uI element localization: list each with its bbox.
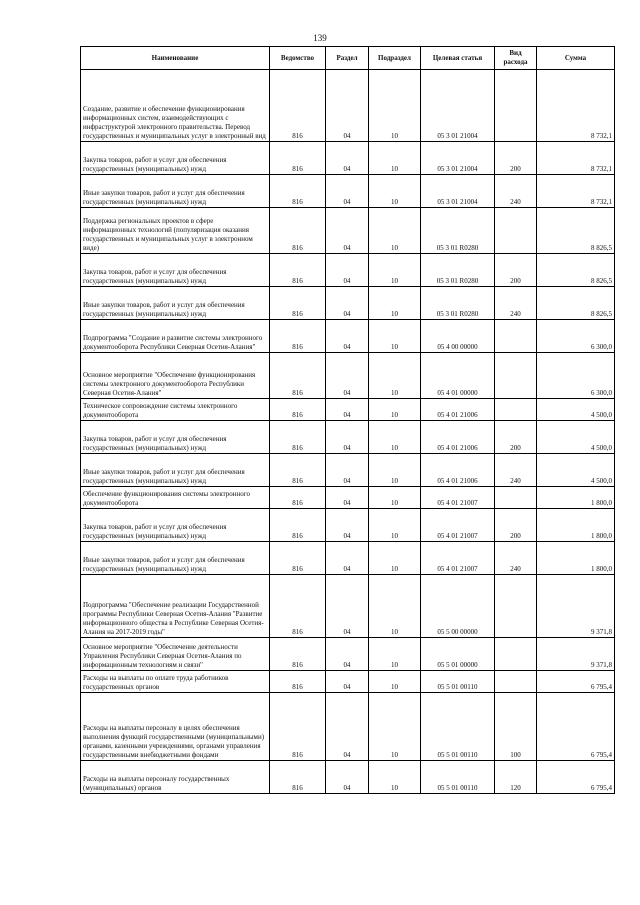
cell-expense-type: 240: [495, 454, 537, 487]
table-row: [81, 254, 615, 287]
cell-expense-type: [495, 399, 537, 421]
cell-section: 04: [326, 421, 369, 454]
cell-section: 04: [326, 487, 369, 509]
cell-subsection: 10: [369, 671, 421, 693]
cell-department: 816: [270, 638, 326, 671]
cell-name: Основное мероприятие "Обеспечение функционирования системы электронного документооборота Республики Северная Осетия-Алания": [81, 353, 270, 399]
cell-expense-type: 120: [495, 761, 537, 794]
cell-expense-type: 100: [495, 693, 537, 761]
table-row: [81, 142, 615, 175]
cell-section: 04: [326, 761, 369, 794]
cell-department: 816: [270, 421, 326, 454]
cell-sum: 9 371,8: [537, 638, 615, 671]
cell-subsection: 10: [369, 421, 421, 454]
cell-department: 816: [270, 542, 326, 575]
cell-name: Иные закупки товаров, работ и услуг для обеспечения государственных (муниципальных) нужд: [81, 542, 270, 575]
cell-target-article: 05 4 01 21006: [421, 399, 495, 421]
cell-section: 04: [326, 671, 369, 693]
cell-name: Иные закупки товаров, работ и услуг для обеспечения государственных (муниципальных) нужд: [81, 454, 270, 487]
cell-target-article: 05 3 01 21004: [421, 70, 495, 142]
column-header-sum: Сумма: [537, 47, 615, 70]
cell-sum: 1 800,0: [537, 542, 615, 575]
table-row: [81, 454, 615, 487]
cell-sum: 6 300,0: [537, 353, 615, 399]
cell-name: Иные закупки товаров, работ и услуг для обеспечения государственных (муниципальных) нужд: [81, 175, 270, 208]
cell-section: 04: [326, 575, 369, 638]
cell-department: 816: [270, 142, 326, 175]
cell-target-article: 05 4 01 21007: [421, 509, 495, 542]
cell-sum: 8 826,5: [537, 254, 615, 287]
table-row: [81, 542, 615, 575]
cell-subsection: 10: [369, 175, 421, 208]
cell-target-article: 05 5 01 00110: [421, 671, 495, 693]
cell-section: 04: [326, 142, 369, 175]
table-row: [81, 671, 615, 693]
cell-target-article: 05 3 01 21004: [421, 175, 495, 208]
cell-subsection: 10: [369, 142, 421, 175]
cell-department: 816: [270, 320, 326, 353]
cell-sum: 9 371,8: [537, 575, 615, 638]
cell-expense-type: 240: [495, 287, 537, 320]
cell-sum: 6 795,4: [537, 693, 615, 761]
table-body: [81, 70, 615, 794]
cell-sum: 1 800,0: [537, 509, 615, 542]
cell-sum: 8 732,1: [537, 175, 615, 208]
cell-section: 04: [326, 208, 369, 254]
cell-department: 816: [270, 761, 326, 794]
cell-target-article: 05 3 01 R0280: [421, 254, 495, 287]
table-row: [81, 320, 615, 353]
cell-name: Подпрограмма "Обеспечение реализации Государственной программы Республики Северная Осетия-Алания "Развитие информационного общества в Республике Северная Осетия-Алания на 2017-2019 годы": [81, 575, 270, 638]
cell-sum: 1 800,0: [537, 487, 615, 509]
cell-sum: 4 500,0: [537, 454, 615, 487]
cell-subsection: 10: [369, 254, 421, 287]
cell-expense-type: [495, 353, 537, 399]
table-row: [81, 509, 615, 542]
cell-name: Закупка товаров, работ и услуг для обеспечения государственных (муниципальных) нужд: [81, 142, 270, 175]
cell-department: 816: [270, 254, 326, 287]
cell-name: Закупка товаров, работ и услуг для обеспечения государственных (муниципальных) нужд: [81, 509, 270, 542]
cell-target-article: 05 4 01 21006: [421, 421, 495, 454]
cell-name: Основное мероприятие "Обеспечение деятельности Управления Республики Северная Осетия-Алания по информационным технологиям и связи": [81, 638, 270, 671]
cell-section: 04: [326, 542, 369, 575]
column-header-target-article: Целевая статья: [421, 47, 495, 70]
table-row: [81, 638, 615, 671]
cell-sum: 8 732,1: [537, 142, 615, 175]
cell-sum: 4 500,0: [537, 399, 615, 421]
column-header-department: Ведомство: [270, 47, 326, 70]
table-row: [81, 399, 615, 421]
cell-department: 816: [270, 693, 326, 761]
cell-sum: 8 826,5: [537, 287, 615, 320]
cell-target-article: 05 5 00 00000: [421, 575, 495, 638]
cell-target-article: 05 3 01 R0280: [421, 287, 495, 320]
cell-expense-type: [495, 671, 537, 693]
table-row: [81, 487, 615, 509]
cell-subsection: 10: [369, 208, 421, 254]
page-number: 139: [313, 33, 327, 43]
cell-department: 816: [270, 353, 326, 399]
table-row: [81, 421, 615, 454]
cell-subsection: 10: [369, 693, 421, 761]
table-row: [81, 761, 615, 794]
cell-section: 04: [326, 70, 369, 142]
cell-name: Иные закупки товаров, работ и услуг для обеспечения государственных (муниципальных) нужд: [81, 287, 270, 320]
cell-expense-type: [495, 70, 537, 142]
cell-target-article: 05 4 01 21007: [421, 542, 495, 575]
cell-section: 04: [326, 509, 369, 542]
cell-expense-type: [495, 487, 537, 509]
table-row: [81, 353, 615, 399]
cell-sum: 6 795,4: [537, 761, 615, 794]
cell-expense-type: 240: [495, 175, 537, 208]
cell-expense-type: 200: [495, 254, 537, 287]
cell-name: Поддержка региональных проектов в сфере информационных технологий (популяризация оказания государственных и муниципальных услуг в электронном виде): [81, 208, 270, 254]
cell-target-article: 05 3 01 21004: [421, 142, 495, 175]
column-header-subsection: Подраздел: [369, 47, 421, 70]
cell-expense-type: 200: [495, 421, 537, 454]
cell-department: 816: [270, 208, 326, 254]
cell-sum: 8 826,5: [537, 208, 615, 254]
cell-target-article: 05 5 01 00000: [421, 638, 495, 671]
table-row: [81, 175, 615, 208]
cell-subsection: 10: [369, 542, 421, 575]
cell-name: Расходы на выплаты по оплате труда работников государственных органов: [81, 671, 270, 693]
column-header-section: Раздел: [326, 47, 369, 70]
cell-subsection: 10: [369, 638, 421, 671]
cell-expense-type: 200: [495, 509, 537, 542]
cell-name: Подпрограмма "Создание и развитие системы электронного документооборота Республики Северная Осетия-Алания": [81, 320, 270, 353]
cell-department: 816: [270, 399, 326, 421]
table-row: [81, 208, 615, 254]
column-header-name: Наименование: [81, 47, 270, 70]
cell-target-article: 05 4 01 21007: [421, 487, 495, 509]
table-row: [81, 287, 615, 320]
cell-subsection: 10: [369, 353, 421, 399]
cell-subsection: 10: [369, 287, 421, 320]
cell-sum: 8 732,1: [537, 70, 615, 142]
cell-department: 816: [270, 287, 326, 320]
cell-section: 04: [326, 399, 369, 421]
column-header-expense-type: Вид расхода: [495, 47, 537, 70]
cell-name: Закупка товаров, работ и услуг для обеспечения государственных (муниципальных) нужд: [81, 421, 270, 454]
cell-sum: 6 795,4: [537, 671, 615, 693]
cell-target-article: 05 4 01 21006: [421, 454, 495, 487]
cell-department: 816: [270, 671, 326, 693]
cell-subsection: 10: [369, 575, 421, 638]
cell-department: 816: [270, 509, 326, 542]
table-row: [81, 575, 615, 638]
cell-target-article: 05 5 01 00110: [421, 761, 495, 794]
cell-section: 04: [326, 638, 369, 671]
cell-subsection: 10: [369, 454, 421, 487]
cell-department: 816: [270, 575, 326, 638]
table-row: [81, 693, 615, 761]
cell-name: Расходы на выплаты персоналу в целях обеспечения выполнения функций государственными (муниципальными) органами, казенными учреждениями, органами управления государственными внебюджетными фондами: [81, 693, 270, 761]
cell-name: Создание, развитие и обеспечение функционирования информационных систем, взаимодействующих с инфраструктурой электронного правительства. Перевод государственных и муниципальных услуг в электронный вид: [81, 70, 270, 142]
table-header-row: [81, 47, 615, 70]
cell-section: 04: [326, 287, 369, 320]
cell-target-article: 05 4 00 00000: [421, 320, 495, 353]
cell-section: 04: [326, 693, 369, 761]
cell-expense-type: 240: [495, 542, 537, 575]
cell-target-article: 05 4 01 00000: [421, 353, 495, 399]
cell-subsection: 10: [369, 487, 421, 509]
cell-section: 04: [326, 353, 369, 399]
cell-department: 816: [270, 454, 326, 487]
cell-sum: 6 300,0: [537, 320, 615, 353]
cell-name: Закупка товаров, работ и услуг для обеспечения государственных (муниципальных) нужд: [81, 254, 270, 287]
cell-sum: 4 500,0: [537, 421, 615, 454]
cell-department: 816: [270, 70, 326, 142]
cell-expense-type: [495, 320, 537, 353]
cell-target-article: 05 5 01 00110: [421, 693, 495, 761]
cell-department: 816: [270, 487, 326, 509]
cell-name: Техническое сопровождение системы электронного документооборота: [81, 399, 270, 421]
table-row: [81, 70, 615, 142]
cell-section: 04: [326, 320, 369, 353]
cell-subsection: 10: [369, 761, 421, 794]
budget-table: [80, 46, 615, 794]
cell-expense-type: [495, 575, 537, 638]
cell-subsection: 10: [369, 70, 421, 142]
cell-name: Обеспечение функционирования системы электронного документооборота: [81, 487, 270, 509]
cell-expense-type: 200: [495, 142, 537, 175]
cell-section: 04: [326, 175, 369, 208]
cell-expense-type: [495, 638, 537, 671]
cell-expense-type: [495, 208, 537, 254]
cell-subsection: 10: [369, 320, 421, 353]
cell-department: 816: [270, 175, 326, 208]
cell-subsection: 10: [369, 399, 421, 421]
cell-subsection: 10: [369, 509, 421, 542]
cell-name: Расходы на выплаты персоналу государственных (муниципальных) органов: [81, 761, 270, 794]
cell-section: 04: [326, 454, 369, 487]
cell-target-article: 05 3 01 R0280: [421, 208, 495, 254]
cell-section: 04: [326, 254, 369, 287]
